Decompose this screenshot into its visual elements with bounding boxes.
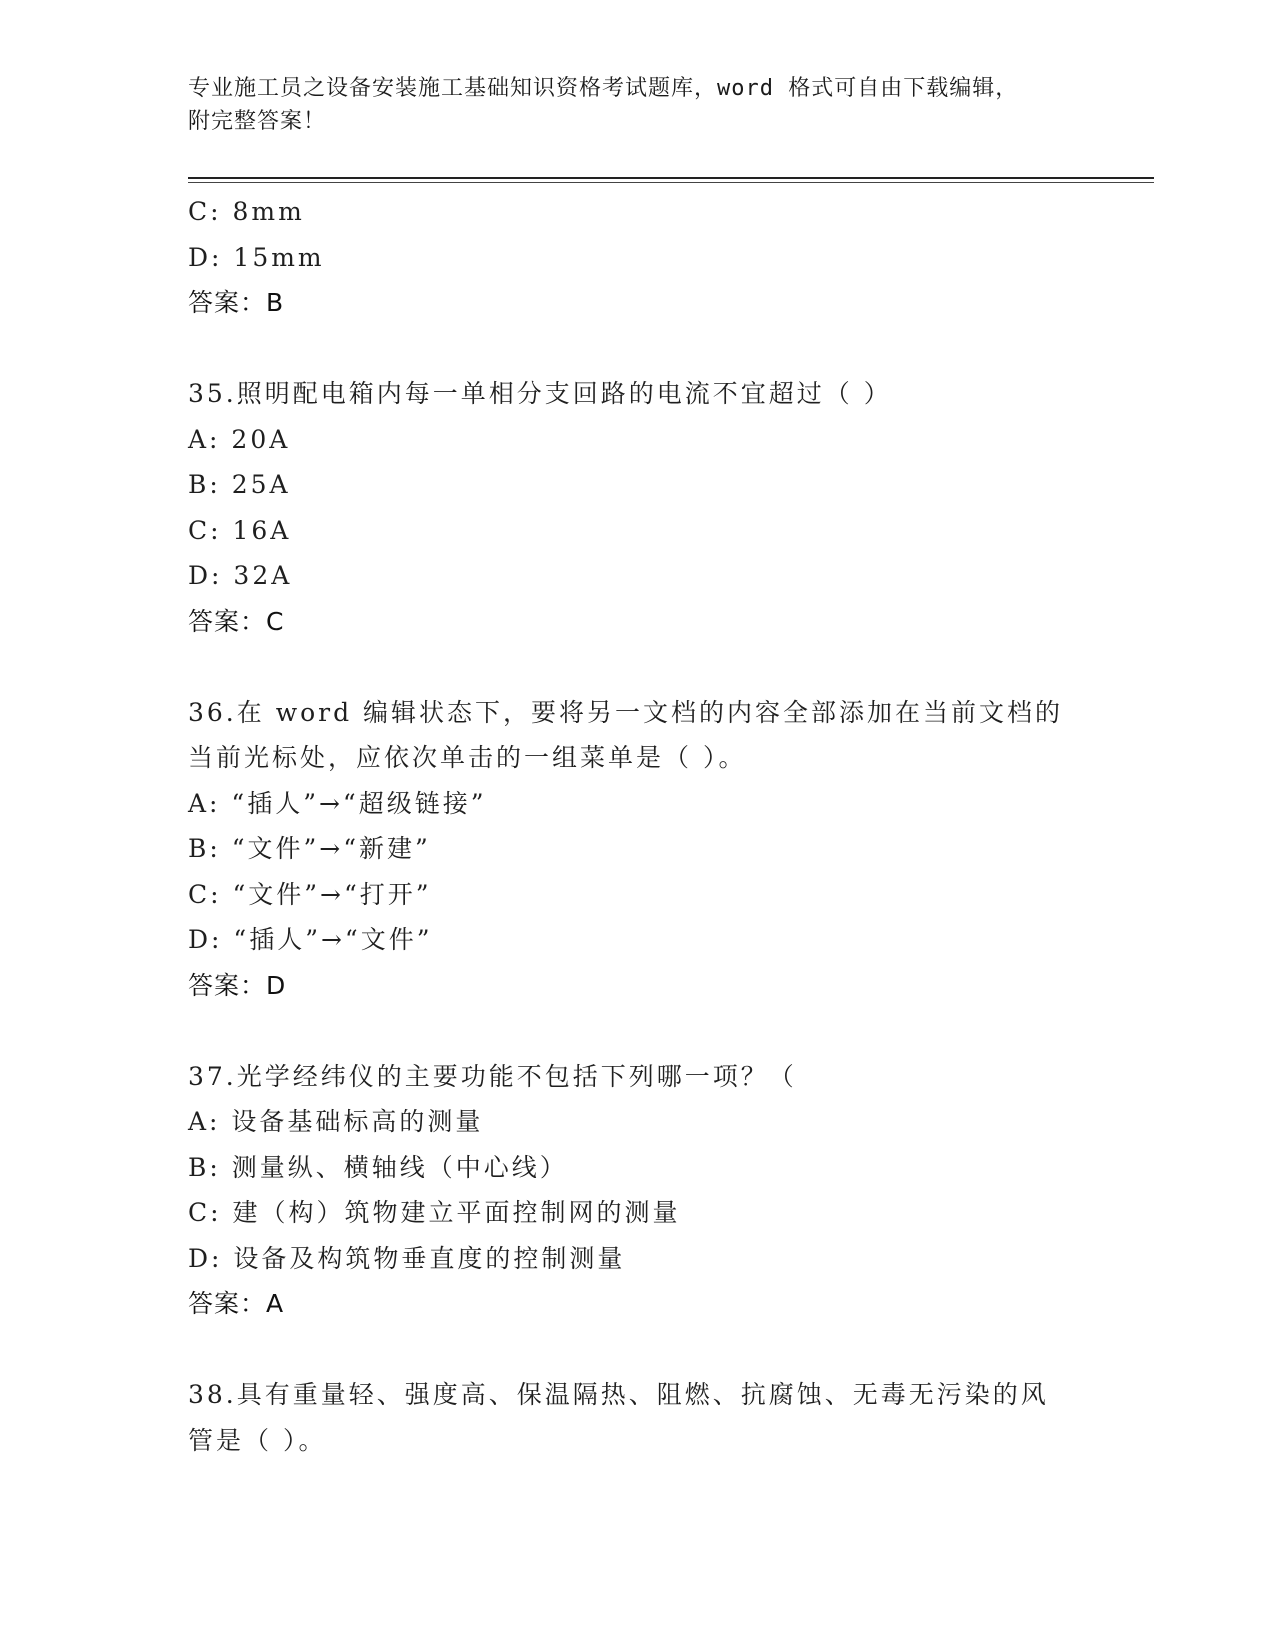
header-divider-thick bbox=[188, 177, 1154, 179]
q34-option-c: C: 8mm bbox=[188, 197, 305, 226]
question-36 bbox=[188, 690, 1088, 1009]
header-divider-thin bbox=[188, 182, 1154, 183]
question-35 bbox=[188, 371, 1088, 644]
question-38 bbox=[188, 1372, 1088, 1463]
header-title-line-2: 附完整答案！ bbox=[188, 109, 327, 134]
spacer bbox=[188, 1327, 1088, 1373]
option-b: B: 25A bbox=[188, 470, 291, 499]
option-d: D: “插人”→“文件” bbox=[188, 925, 433, 954]
option-d: D: 32A bbox=[188, 561, 293, 590]
header-title-line-1: 专业施工员之设备安装施工基础知识资格考试题库，word 格式可自由下载编辑， bbox=[188, 76, 1019, 101]
question-stem: 37.光学经纬仪的主要功能不包括下列哪一项？（ bbox=[188, 1061, 797, 1091]
spacer bbox=[188, 1008, 1088, 1054]
question-stem: 35.照明配电箱内每一单相分支回路的电流不宜超过（ ） bbox=[188, 379, 892, 408]
question-stem-continued: 管是（ ）。 bbox=[188, 1425, 327, 1455]
option-a: A: 设备基础标高的测量 bbox=[188, 1107, 484, 1136]
question-list bbox=[188, 189, 1088, 1463]
spacer bbox=[188, 644, 1088, 690]
q34-option-d: D: 15mm bbox=[188, 242, 325, 272]
option-c: C: “文件”→“打开” bbox=[188, 879, 432, 909]
question-stem-continued: 当前光标处，应依次单击的一组菜单是（ ）。 bbox=[188, 743, 747, 772]
spacer bbox=[188, 326, 1088, 372]
question-stem: 38.具有重量轻、强度高、保温隔热、阻燃、抗腐蚀、无毒无污染的风 bbox=[188, 1380, 1049, 1409]
option-a: A: 20A bbox=[188, 424, 291, 454]
document-header bbox=[188, 72, 1068, 138]
option-d: D: 设备及构筑物垂直度的控制测量 bbox=[188, 1243, 626, 1273]
option-b: B: 测量纵、横轴线（中心线） bbox=[188, 1152, 568, 1182]
question-stem: 36.在 word 编辑状态下，要将另一文档的内容全部添加在当前文档的 bbox=[188, 697, 1064, 727]
option-c: C: 建（构）筑物建立平面控制网的测量 bbox=[188, 1198, 681, 1227]
option-a: A: “插人”→“超级链接” bbox=[188, 788, 487, 818]
answer: 答案：D bbox=[188, 970, 287, 1000]
option-b: B: “文件”→“新建” bbox=[188, 834, 431, 863]
answer: 答案：C bbox=[188, 606, 285, 636]
question-37 bbox=[188, 1054, 1088, 1327]
answer: 答案：A bbox=[188, 1289, 285, 1318]
q34-answer: 答案：B bbox=[188, 288, 285, 317]
option-c: C: 16A bbox=[188, 515, 292, 545]
